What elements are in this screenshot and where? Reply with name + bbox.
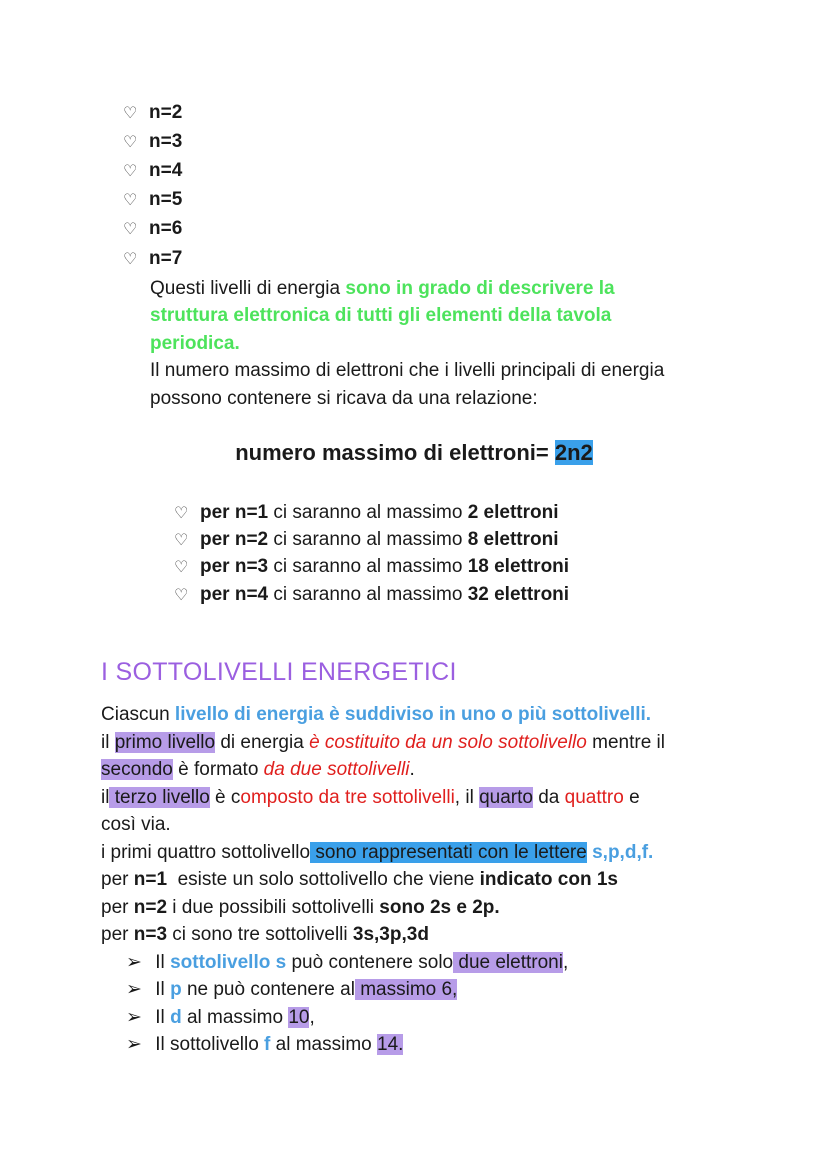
arrow-bullet-icon: ➢ — [126, 979, 142, 1000]
heart-icon: ♡ — [174, 557, 189, 576]
heart-icon: ♡ — [123, 132, 138, 151]
heart-icon: ♡ — [123, 190, 138, 209]
heart-icon: ♡ — [123, 219, 138, 238]
list-item: ♡ n=6 — [123, 215, 182, 242]
arrow-bullet-icon: ➢ — [126, 952, 142, 973]
heart-icon: ♡ — [174, 503, 189, 522]
paragraph-line: secondo è formato da due sottolivelli. — [101, 759, 415, 780]
heart-icon: ♡ — [174, 585, 189, 604]
arrow-bullet-icon: ➢ — [126, 1034, 142, 1055]
list-item: ♡ per n=4 ci saranno al massimo 32 elettroni — [174, 581, 569, 608]
list-item: ♡ n=3 — [123, 128, 182, 155]
heart-icon: ♡ — [123, 161, 138, 180]
formula: numero massimo di elettroni= 2n2 — [235, 440, 593, 465]
heart-icon: ♡ — [174, 530, 189, 549]
paragraph-line: possono contenere si ricava da una relazione: — [150, 388, 538, 409]
paragraph-line: così via. — [101, 814, 171, 835]
list-item: ♡ n=7 — [123, 245, 182, 272]
paragraph-line: periodica. — [150, 333, 240, 354]
paragraph-line: i primi quattro sottolivello sono rappresentati con le lettere s,p,d,f. — [101, 842, 654, 863]
list-item: ➢ Il p ne può contenere al massimo 6, — [126, 976, 457, 1003]
paragraph-line: Questi livelli di energia sono in grado di descrivere la — [150, 278, 615, 299]
list-item: ➢ Il sottolivello f al massimo 14. — [126, 1031, 403, 1058]
arrow-bullet-icon: ➢ — [126, 1007, 142, 1028]
list-item: ♡ per n=2 ci saranno al massimo 8 elettroni — [174, 526, 559, 553]
paragraph-line: per n=3 ci sono tre sottolivelli 3s,3p,3d — [101, 924, 429, 945]
section-title: I SOTTOLIVELLI ENERGETICI — [101, 658, 457, 686]
paragraph-line: per n=1 esiste un solo sottolivello che viene indicato con 1s — [101, 869, 618, 890]
list-item: ➢ Il d al massimo 10, — [126, 1004, 315, 1031]
list-item: ♡ per n=3 ci saranno al massimo 18 elettroni — [174, 553, 569, 580]
paragraph-line: il primo livello di energia è costituito da un solo sottolivello mentre il — [101, 732, 665, 753]
heart-icon: ♡ — [123, 103, 138, 122]
paragraph-line: Il numero massimo di elettroni che i livelli principali di energia — [150, 360, 665, 381]
paragraph-line: Ciascun livello di energia è suddiviso in uno o più sottolivelli. — [101, 704, 652, 725]
list-item: ♡ n=4 — [123, 157, 182, 184]
paragraph-line: per n=2 i due possibili sottolivelli sono 2s e 2p. — [101, 897, 500, 918]
paragraph-line: struttura elettronica di tutti gli elementi della tavola — [150, 305, 612, 326]
paragraph-line: il terzo livello è composto da tre sottolivelli, il quarto da quattro e — [101, 787, 640, 808]
list-item: ♡ n=5 — [123, 186, 182, 213]
list-item: ➢ Il sottolivello s può contenere solo due elettroni, — [126, 949, 568, 976]
list-item: ♡ per n=1 ci saranno al massimo 2 elettroni — [174, 499, 559, 526]
formula-value: 2n2 — [554, 440, 593, 465]
list-item: ♡ n=2 — [123, 99, 182, 126]
heart-icon: ♡ — [123, 249, 138, 268]
